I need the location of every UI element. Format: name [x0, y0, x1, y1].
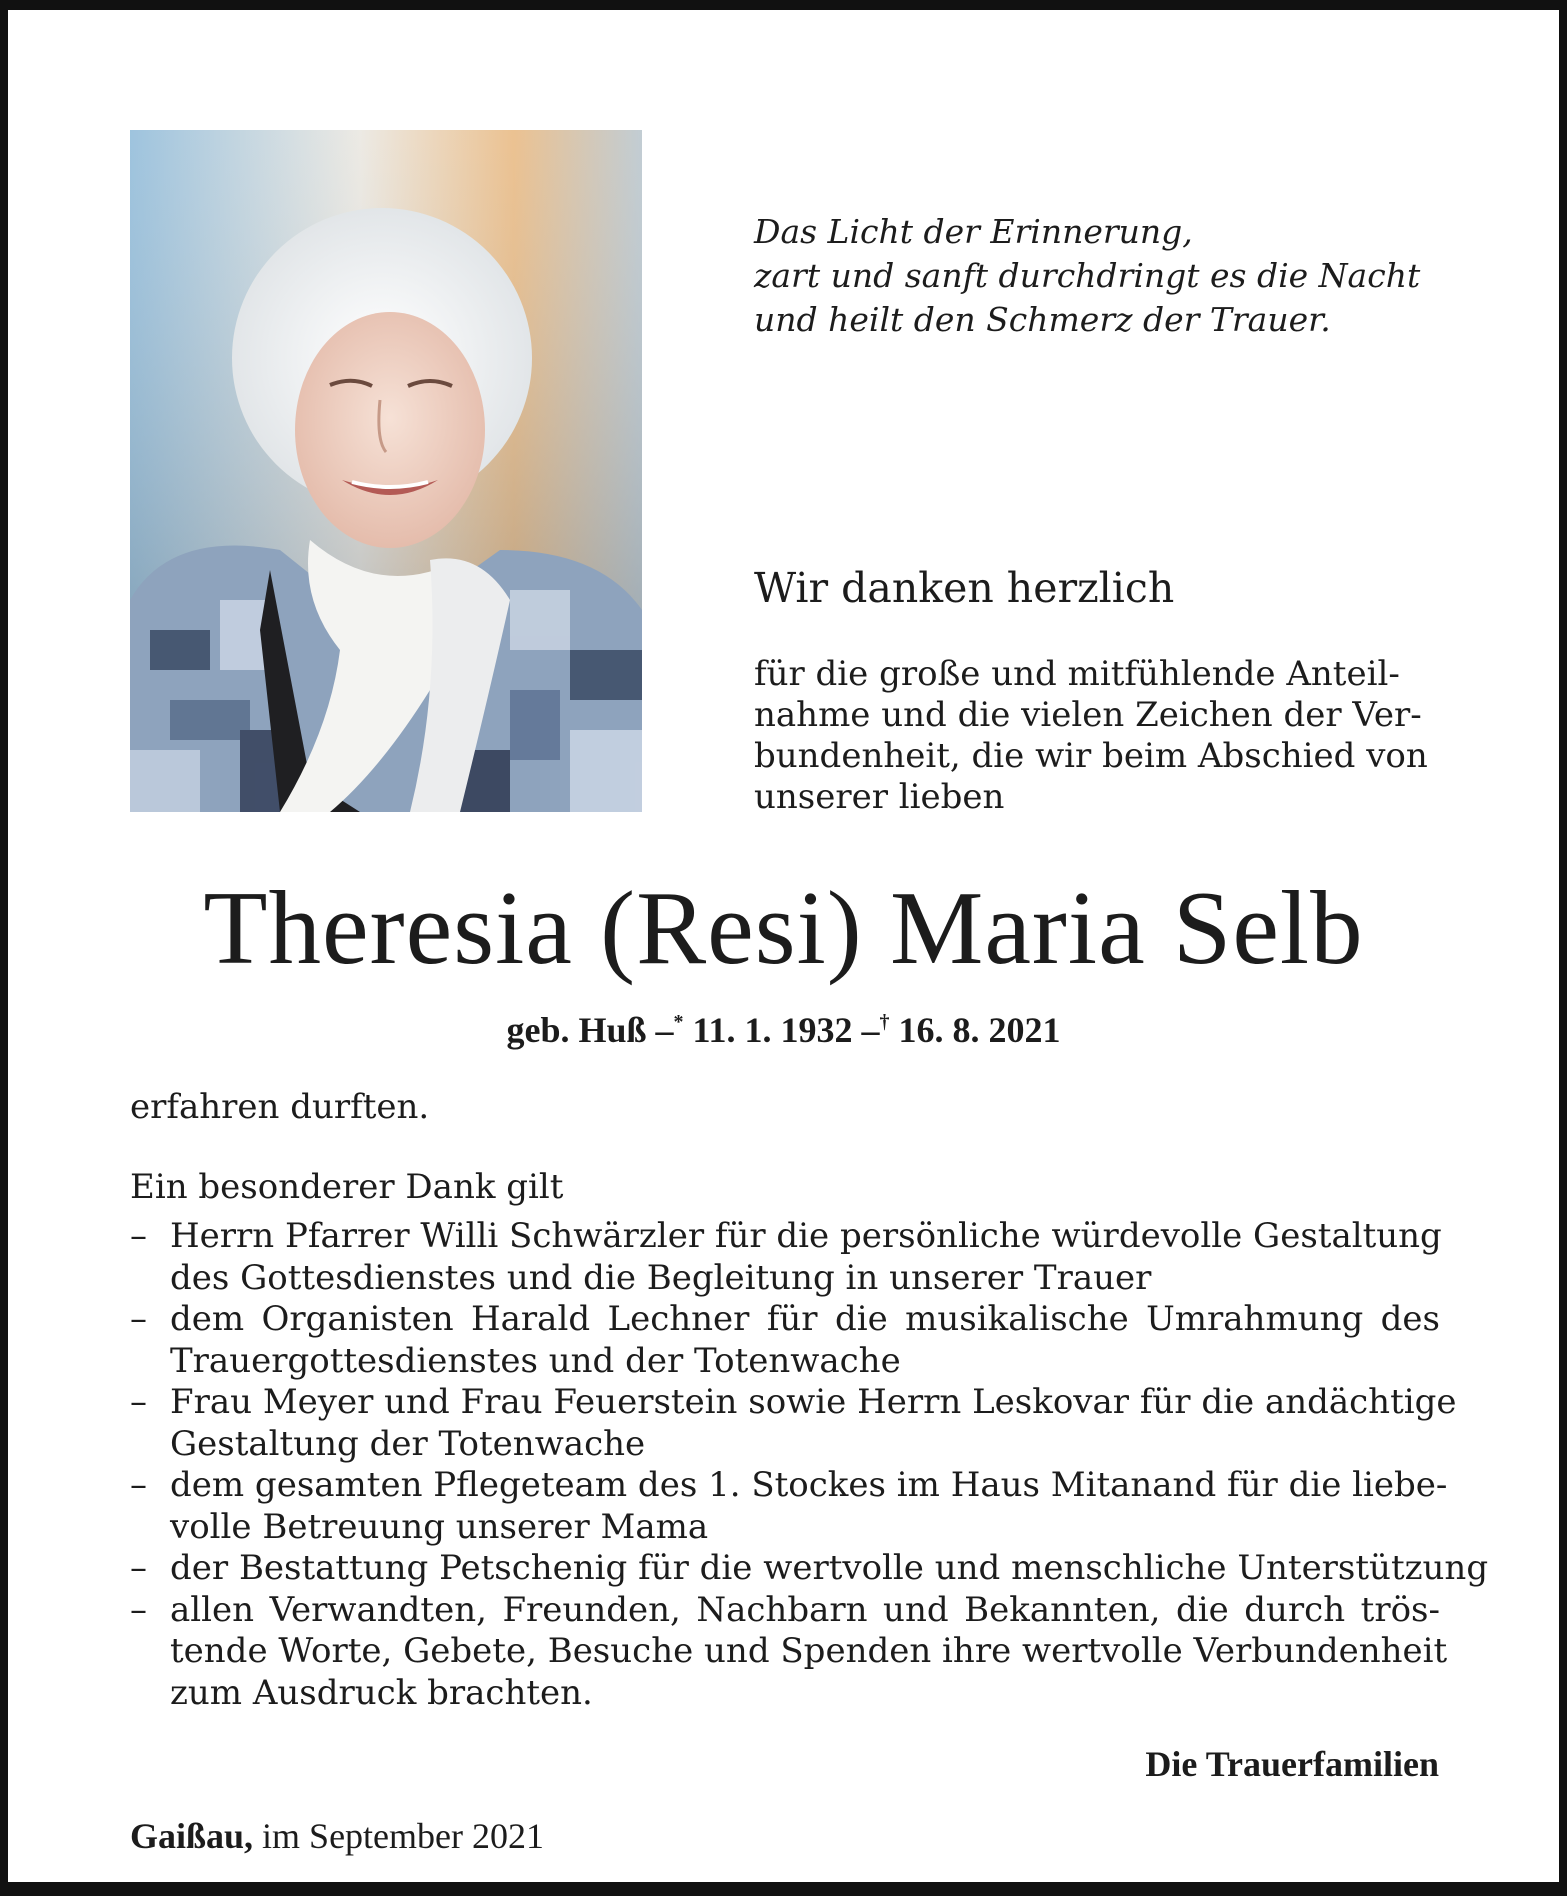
list-item-line: Frau Meyer und Frau Feuerstein sowie Herrn Leskovar für die andächtige	[170, 1382, 1457, 1422]
list-item-line: volle Betreuung unserer Mama	[170, 1506, 709, 1547]
place-date: im September 2021	[262, 1816, 544, 1856]
intro-line: für die große und mitfühlende Anteil-	[754, 654, 1400, 694]
list-item	[130, 1465, 1448, 1548]
intro-line: bundenheit, die wir beim Abschied von	[754, 736, 1428, 776]
list-item	[130, 1216, 1440, 1299]
thanks-intro	[754, 654, 1454, 818]
list-item-line: tende Worte, Gebete, Besuche und Spenden ihre wertvolle Verbundenheit	[170, 1631, 1448, 1671]
list-item-line: Herrn Pfarrer Willi Schwärzler für die persönliche würdevolle Gestaltung	[170, 1216, 1442, 1256]
intro-line: nahme und die vielen Zeichen der Ver-	[754, 695, 1422, 735]
quote-line: zart und sanft durchdringt es die Nacht	[754, 256, 1421, 295]
portrait-photo	[130, 130, 642, 812]
list-item-line: Trauergottesdienstes und der Totenwache	[170, 1340, 901, 1381]
signature: Die Trauerfamilien	[1145, 1744, 1439, 1784]
memorial-quote	[754, 210, 1454, 342]
special-thanks-heading: Ein besonderer Dank gilt	[130, 1167, 564, 1207]
quote-line: und heilt den Schmerz der Trauer.	[754, 300, 1331, 339]
birth-name: geb. Huß	[506, 1010, 647, 1050]
born-symbol: *	[673, 1011, 684, 1033]
deceased-name: Theresia (Resi) Maria Selb	[203, 869, 1364, 986]
died-symbol: †	[879, 1011, 890, 1033]
list-dash: –	[130, 1299, 147, 1339]
list-dash: –	[130, 1465, 147, 1505]
death-date: 16. 8. 2021	[898, 1010, 1061, 1050]
place-and-date	[130, 1814, 544, 1858]
list-dash: –	[130, 1548, 147, 1588]
quote-line: Das Licht der Erinnerung,	[754, 212, 1193, 251]
list-item-line: dem Organisten Harald Lechner für die musikalische Umrahmung des	[170, 1299, 1440, 1339]
life-dates	[0, 1000, 1567, 1052]
list-item-line: der Bestattung Petschenig für die wertvolle und menschliche Unterstützung	[170, 1548, 1489, 1588]
date-separator: –	[861, 1010, 880, 1050]
list-dash: –	[130, 1216, 147, 1256]
thanks-heading: Wir danken herzlich	[754, 564, 1175, 612]
place-town: Gaißau,	[130, 1816, 254, 1856]
list-item-line: dem gesamten Pflegeteam des 1. Stockes im Haus Mitanand für die liebe-	[170, 1465, 1448, 1505]
list-dash: –	[130, 1382, 147, 1422]
list-item-line: allen Verwandten, Freunden, Nachbarn und Bekannten, die durch trös-	[170, 1589, 1440, 1630]
special-thanks-list	[130, 1216, 1489, 1714]
portrait-image	[130, 130, 642, 812]
date-separator: –	[655, 1010, 674, 1050]
list-item-line: zum Ausdruck brachten.	[170, 1672, 593, 1713]
list-item	[130, 1589, 1448, 1715]
list-item	[130, 1299, 1440, 1382]
birth-date: 11. 1. 1932	[692, 1010, 853, 1050]
list-item-line: des Gottesdienstes und die Begleitung in unserer Trauer	[170, 1257, 1152, 1298]
list-dash: –	[130, 1589, 147, 1630]
list-item	[130, 1548, 1489, 1590]
intro-line: unserer lieben	[754, 777, 1005, 817]
after-name-text: erfahren durften.	[130, 1087, 430, 1127]
list-item-line: Gestaltung der Totenwache	[170, 1423, 646, 1464]
list-item	[130, 1382, 1457, 1465]
